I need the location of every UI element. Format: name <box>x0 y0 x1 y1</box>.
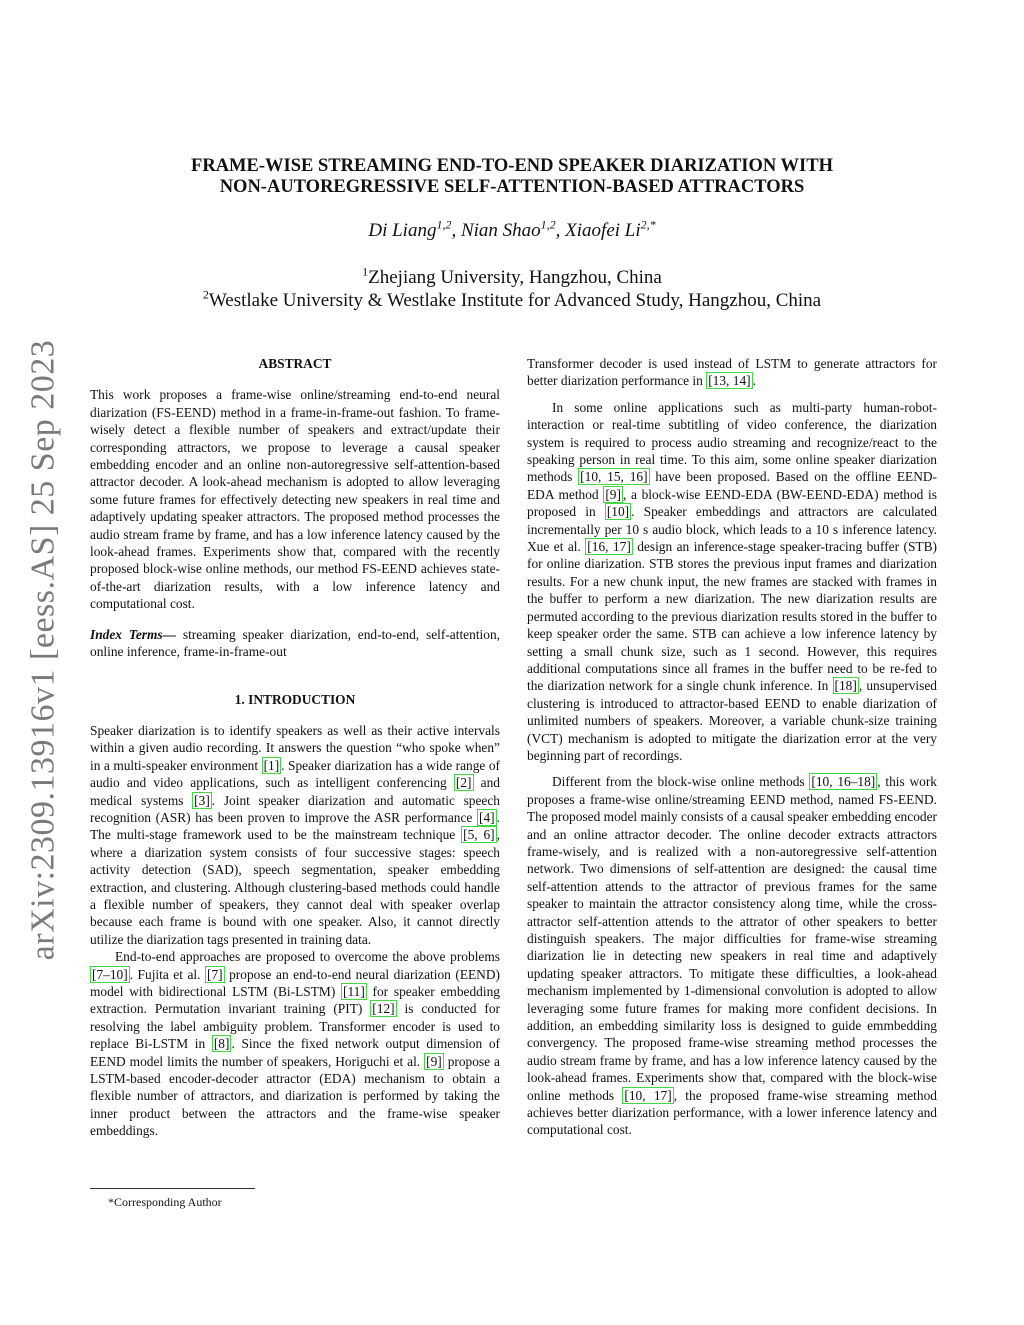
footnote-text: *Corresponding Author <box>108 1195 222 1209</box>
affiliation-1-mark: 1 <box>362 264 369 279</box>
citation-link[interactable]: [9] <box>605 486 621 502</box>
arxiv-stamp-text: arXiv:2309.13916v1 [eess.AS] 25 Sep 2023 <box>24 339 61 961</box>
citation-link[interactable]: [3] <box>194 792 210 808</box>
affiliations <box>90 266 934 312</box>
author-list: Di Liang$^{1,2}$, Nian Shao$^{1,2}$, Xiaofei $Li^{2,*}$ <box>368 217 656 241</box>
citation-link[interactable]: [9] <box>426 1053 442 1069</box>
citation-link[interactable]: [8] <box>213 1036 230 1052</box>
introduction-heading: 1. INTRODUCTION <box>234 691 356 707</box>
citation-link[interactable]: [18] <box>834 678 857 694</box>
citation-link[interactable]: [16, 17] <box>587 539 631 555</box>
citation-link[interactable]: [10, 17] <box>624 1087 672 1103</box>
affiliation-2-text: Westlake University & Westlake Institute for Advanced Study, Hangzhou, China <box>208 290 822 311</box>
paper-title <box>90 156 934 198</box>
author-3: Xiaofei Li <box>565 220 641 241</box>
intro-paragraph-2: End-to-end approaches are proposed to overcome the above problems [7–10] . Fujita et al. [7] propose an end-to-end neural diarization (EEND) model with bidirectional LSTM (Bi-LSTM) [11] for speaker embedding extraction. Permutation invariant training (PIT) [12] is conducted for resolving the label ambiguity problem. Transformer encoder is used to replace Bi-LSTM in [8] . Since the fixed network output dimension of EEND model limits the number of speakers, Horiguchi et al. [9] propose a LSTM-based encoder-decoder attractor (EDA) mechanism to obtain a flexible number of attractors, and diarization is performed by taking the inner product between the attractors and the frame-wise speaker embeddings. <box>90 949 500 1139</box>
arxiv-stamp <box>18 339 68 961</box>
left-column <box>90 355 500 1140</box>
intro-paragraph-1: Speaker diarization is to identify speakers as well as their active intervals within a given audio recording. It answers the question “who spoke when” in a multi-speaker environment [1] . Speaker diarization has a wide range of audio and video applications, such as intelligent conferencing [2] and medical systems [3] . Joint speaker diarization and automatic speech recognition (ASR) has been proven to improve the ASR performance [4] . The multi-stage framework used to be the mainstream technique [5, 6] , where a diarization system consists of four successive stages: speech activity detection (SAD), speech segmentation, speaker embedding extraction, and clustering. Although clustering-based methods could handle a flexible number of speakers, they cannot deal with speaker overlap because each frame is bound with one speaker. Also, it cannot directly utilize the diarization tags presented in training data. <box>90 722 500 947</box>
author-2: Nian Shao <box>460 220 541 241</box>
author-2-affil: 1,2 <box>540 217 556 232</box>
footnote-rule <box>90 1188 255 1189</box>
title-line-1: FRAME-WISE STREAMING END-TO-END SPEAKER DIARIZATION WITH <box>191 156 833 176</box>
index-terms-label: Index Terms— <box>90 626 176 642</box>
affiliation-2-mark: 2 <box>202 287 209 302</box>
right-paragraph-2: In some online applications such as multi-party human-robot-interaction or real-time subtitling of video conference, the diarization system is required to process audio streaming and recognize/react to the speaking person in real time. To this aim, some online speaker diarization methods [10, 15, 16] have been proposed. Based on the offline EEND-EDA method [9] , a block-wise EEND-EDA (BW-EEND-EDA) method is proposed in [10] . Speaker embeddings and attractors are calculated incrementally per 10 s audio block, which leads to a 10 s inference latency. Xue et al. [16, 17] design an inference-stage speaker-tracing buffer (STB) for online diarization. STB stores the previous input frames and diarization results. For a new chunk input, the new frames are stacked with frames in the buffer to perform a new diarization. The new diarization results are permuted according to the previous diarization results stored in the buffer to keep speaker order the same. STB can achieve a low inference latency by setting a small chunk size, such as 1 second. However, this requires additional computations since all frames in the buffer need to be re-fed to the diarization network for a single chunk inference. In [18] , unsupervised clustering is introduced to attractor-based EEND to enable diarization of unlimited numbers of speakers. Moreover, a variable chunk-size training (VCT) mechanism is adopted to mitigate the diarization error at the very beginning part of recordings. <box>527 399 938 763</box>
affiliation-1-text: Zhejiang University, Hangzhou, China <box>368 267 662 288</box>
citation-link[interactable]: [7–10] <box>92 966 128 982</box>
citation-link[interactable]: [10] <box>606 504 630 520</box>
right-paragraph-1: Transformer decoder is used instead of LSTM to generate attractors for better diarization performance in [13, 14] . <box>527 356 937 389</box>
citation-link[interactable]: [2] <box>455 775 472 791</box>
author-3-affil: 2,* <box>640 217 656 232</box>
citation-link[interactable]: [10, 16–18] <box>811 774 876 790</box>
affiliation-2 <box>90 289 934 312</box>
citation-link[interactable]: [7] <box>206 966 223 982</box>
citation-link[interactable]: [1] <box>263 757 280 773</box>
footnote <box>90 1188 500 1210</box>
citation-link[interactable]: [10, 15, 16] <box>580 469 648 485</box>
title-line-2: NON-AUTOREGRESSIVE SELF-ATTENTION-BASED ATTRACTORS <box>219 177 805 197</box>
citation-link[interactable]: [4] <box>479 809 495 825</box>
author-1-affil: 1,2 <box>436 217 452 232</box>
abstract-heading: ABSTRACT <box>258 356 332 371</box>
right-paragraph-3: Different from the block-wise online methods [10, 16–18] , this work proposes a frame-wise online/streaming EEND method, named FS-EEND. The proposed model mainly consists of a causal speaker embedding encoder and an online attractor decoder. The online decoder extracts attractors frame-wisely, and is realized with a non-autoregressive self-attention network. Two dimensions of self-attention are designed: the causal time self-attention attends to the attractor of previous frames for the same speaker to maintain the attractor consistency along time, while the cross-attractor self-attention attends to the attrator of other speakers to better distinguish speakers. The major difficulties for frame-wise streaming diarization lie in detecting new speakers in real time and adaptively updating speaker attractors. To mitigate these difficulties, a look-ahead mechanism implemented by 1-dimensional convolution is adopted to allow leveraging some future frames for making more confident decisions. In addition, an embedding similarity loss is designed to guide emmbedding convergency. The proposed frame-wise streaming method processes the audio stream frame by frame, and has a low inference latency caused by the look-ahead frames. Experiments show that, compared with the block-wise online methods [10, 17] , the proposed frame-wise streaming method achieves better diarization performance, with a lower inference latency and computational cost. <box>527 774 937 1138</box>
affiliation-1 <box>90 266 934 289</box>
citation-link[interactable]: [5, 6] <box>463 827 495 843</box>
author-1: Di Liang <box>368 220 437 241</box>
citation-link[interactable]: [12] <box>372 1001 395 1017</box>
citation-link[interactable]: [11] <box>343 984 365 999</box>
index-terms-text: streaming speaker diarization, end-to-end, self-attention, online inference, frame-in-frame-out <box>90 626 500 660</box>
abstract-text: This work proposes a frame-wise online/streaming end-to-end neural diarization (FS-EEND) method in a frame-in-frame-out fashion. To frame-wisely detect a flexible number of speakers and extract/update their corresponding attractors, we propose to leverage a causal speaker embedding encoder and an online non-autoregressive self-attention-based attractor decoder. A look-ahead mechanism is adopted to allow leveraging some future frames for effectively detecting new speakers in real time and adaptively updating speaker attractors. The proposed method processes the audio stream frame by frame, and has a low inference latency caused by the look-ahead frames. Experiments show that, compared with the recently proposed block-wise online methods, our method FS-EEND achieves state-of-the-art diarization results, with a low inference latency and computational cost. <box>90 387 500 612</box>
citation-link[interactable]: [13, 14] <box>708 373 751 389</box>
index-terms <box>90 626 500 661</box>
right-column <box>527 355 937 1139</box>
